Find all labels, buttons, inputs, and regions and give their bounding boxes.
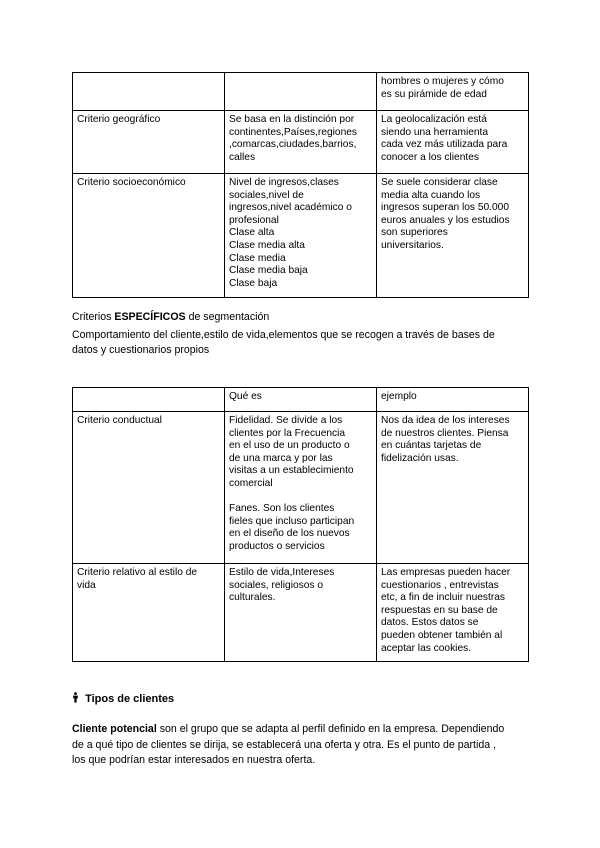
- table-row: [73, 412, 529, 564]
- cell-text: continentes,Países,regiones: [229, 126, 357, 138]
- cell-text: en cuántas tarjetas de: [381, 440, 482, 452]
- section-description: [72, 328, 495, 358]
- heading-bold: ESPECÍFICOS: [114, 311, 186, 323]
- table-row: [73, 174, 529, 298]
- cell-text: visitas a un establecimiento: [229, 465, 354, 477]
- paragraph-line: de a qué tipo de clientes se dirija, se establecerá una oferta y otra. Es el punto de partida ,: [72, 738, 497, 751]
- cell-text: Las empresas pueden hacer: [381, 567, 511, 578]
- heading-prefix: Criterios: [72, 311, 115, 323]
- cell-text: Se basa en la distinción por: [229, 114, 355, 125]
- table-cell: [225, 174, 377, 298]
- section-heading: [72, 311, 269, 324]
- cell-text: fieles que incluso participan: [229, 515, 355, 527]
- cell-text: universitarios.: [381, 239, 444, 251]
- table-row: [73, 73, 529, 111]
- cell-text: Se suele considerar clase: [381, 177, 498, 188]
- paragraph-line: [72, 722, 504, 738]
- row-label: Criterio conductual: [77, 415, 162, 426]
- header-cell: Qué es: [225, 388, 377, 412]
- table-cell: [377, 174, 529, 298]
- cell-text: fidelización usas.: [381, 452, 459, 464]
- table-cell: [225, 564, 377, 662]
- table-cell: [377, 564, 529, 662]
- cell-text: euros anuales y los estudios: [381, 214, 510, 226]
- cell-text: de una marca y por las: [229, 452, 333, 464]
- cell-text: sociales, religiosos o: [229, 579, 323, 591]
- description-line: Comportamiento del cliente,estilo de vida,elementos que se recogen a través de bases de: [72, 329, 495, 341]
- cell-text: culturales.: [229, 592, 276, 604]
- heading-suffix: de segmentación: [185, 311, 270, 323]
- cell-text: ,comarcas,ciudades,barrios,: [229, 139, 357, 151]
- cell-text: Clase alta: [229, 227, 275, 239]
- cell-text: Clase media alta: [229, 239, 305, 251]
- table-cell: [225, 412, 377, 564]
- cell-text: Clase media: [229, 252, 286, 264]
- cliente-paragraph: [72, 722, 504, 769]
- cell-text: siendo una herramienta: [381, 126, 489, 138]
- cell-text: Fidelidad. Se divide a los: [229, 415, 343, 426]
- table-cell: [73, 174, 225, 298]
- cell-text: respuestas en su base de: [381, 604, 498, 616]
- table-cell: [73, 564, 225, 662]
- general-criteria-table: [72, 72, 529, 298]
- cell-text: hombres o mujeres y cómo: [381, 76, 504, 87]
- table-cell: [73, 412, 225, 564]
- cell-text: Nos da idea de los intereses: [381, 415, 510, 426]
- row-label: Criterio geográfico: [77, 114, 161, 125]
- cell-text: son superiores: [381, 227, 448, 239]
- cell-text: profesional: [229, 214, 279, 226]
- cell-text: conocer a los clientes: [381, 151, 479, 163]
- row-label: vida: [77, 579, 96, 591]
- cell-text: Clase baja: [229, 277, 278, 289]
- cell-text: Estilo de vida,Intereses: [229, 567, 335, 578]
- specific-criteria-table: [72, 387, 529, 662]
- cell-text: La geolocalización está: [381, 114, 487, 125]
- table-cell: [377, 111, 529, 174]
- cell-text: productos o servicios: [229, 540, 325, 552]
- cell-text: calles: [229, 151, 256, 163]
- table-cell: [73, 73, 225, 111]
- header-cell: ejemplo: [377, 388, 529, 412]
- cell-text: ingresos,nivel académico o: [229, 202, 352, 214]
- table-cell: [377, 412, 529, 564]
- cell-text: clientes por la Frecuencia: [229, 427, 346, 439]
- cell-text: sociales,nivel de: [229, 189, 304, 201]
- description-line: datos y cuestionarios propios: [72, 344, 210, 356]
- table-row: [73, 564, 529, 662]
- table-cell: [225, 73, 377, 111]
- paragraph-line: los que podrían estar interesados en nuestra oferta.: [72, 754, 316, 766]
- tipos-title: Tipos de clientes: [85, 693, 175, 705]
- cell-text: en el uso de un producto o: [229, 440, 350, 452]
- cell-text: pueden obtener también al: [381, 629, 503, 641]
- table-cell: [73, 111, 225, 174]
- row-label: Criterio socioeconómico: [77, 177, 186, 188]
- cell-text: comercial: [229, 477, 273, 489]
- table-header-row: [73, 388, 529, 412]
- cell-text: datos. Estos datos se: [381, 617, 479, 629]
- cell-text: es su pirámide de edad: [381, 88, 487, 100]
- cell-text: ingresos superan los 50.000: [381, 202, 509, 214]
- cell-text: en el diseño de los nuevos: [229, 528, 350, 540]
- row-label: Criterio relativo al estilo de: [77, 567, 198, 578]
- cell-text: Fanes. Son los clientes: [229, 503, 335, 515]
- table-cell: [225, 111, 377, 174]
- header-cell: [73, 388, 225, 412]
- cell-text: Nivel de ingresos,clases: [229, 177, 339, 188]
- cell-text: Clase media baja: [229, 265, 308, 277]
- cell-text: cuestionarios , entrevistas: [381, 579, 499, 591]
- paragraph-text: son el grupo que se adapta al perfil definido en la empresa. Dependiendo: [156, 723, 505, 735]
- cliente-potencial-term: Cliente potencial: [72, 723, 157, 735]
- table-cell: [377, 73, 529, 111]
- paragraph-gap: [229, 491, 372, 504]
- person-icon: [72, 693, 82, 705]
- cell-text: de nuestros clientes. Piensa: [381, 427, 509, 439]
- table-row: [73, 111, 529, 174]
- cell-text: etc, a fin de incluir nuestras: [381, 592, 506, 604]
- tipos-heading: [72, 692, 174, 706]
- cell-text: media alta cuando los: [381, 189, 481, 201]
- cell-text: aceptar las cookies.: [381, 642, 472, 654]
- cell-text: cada vez más utilizada para: [381, 139, 508, 151]
